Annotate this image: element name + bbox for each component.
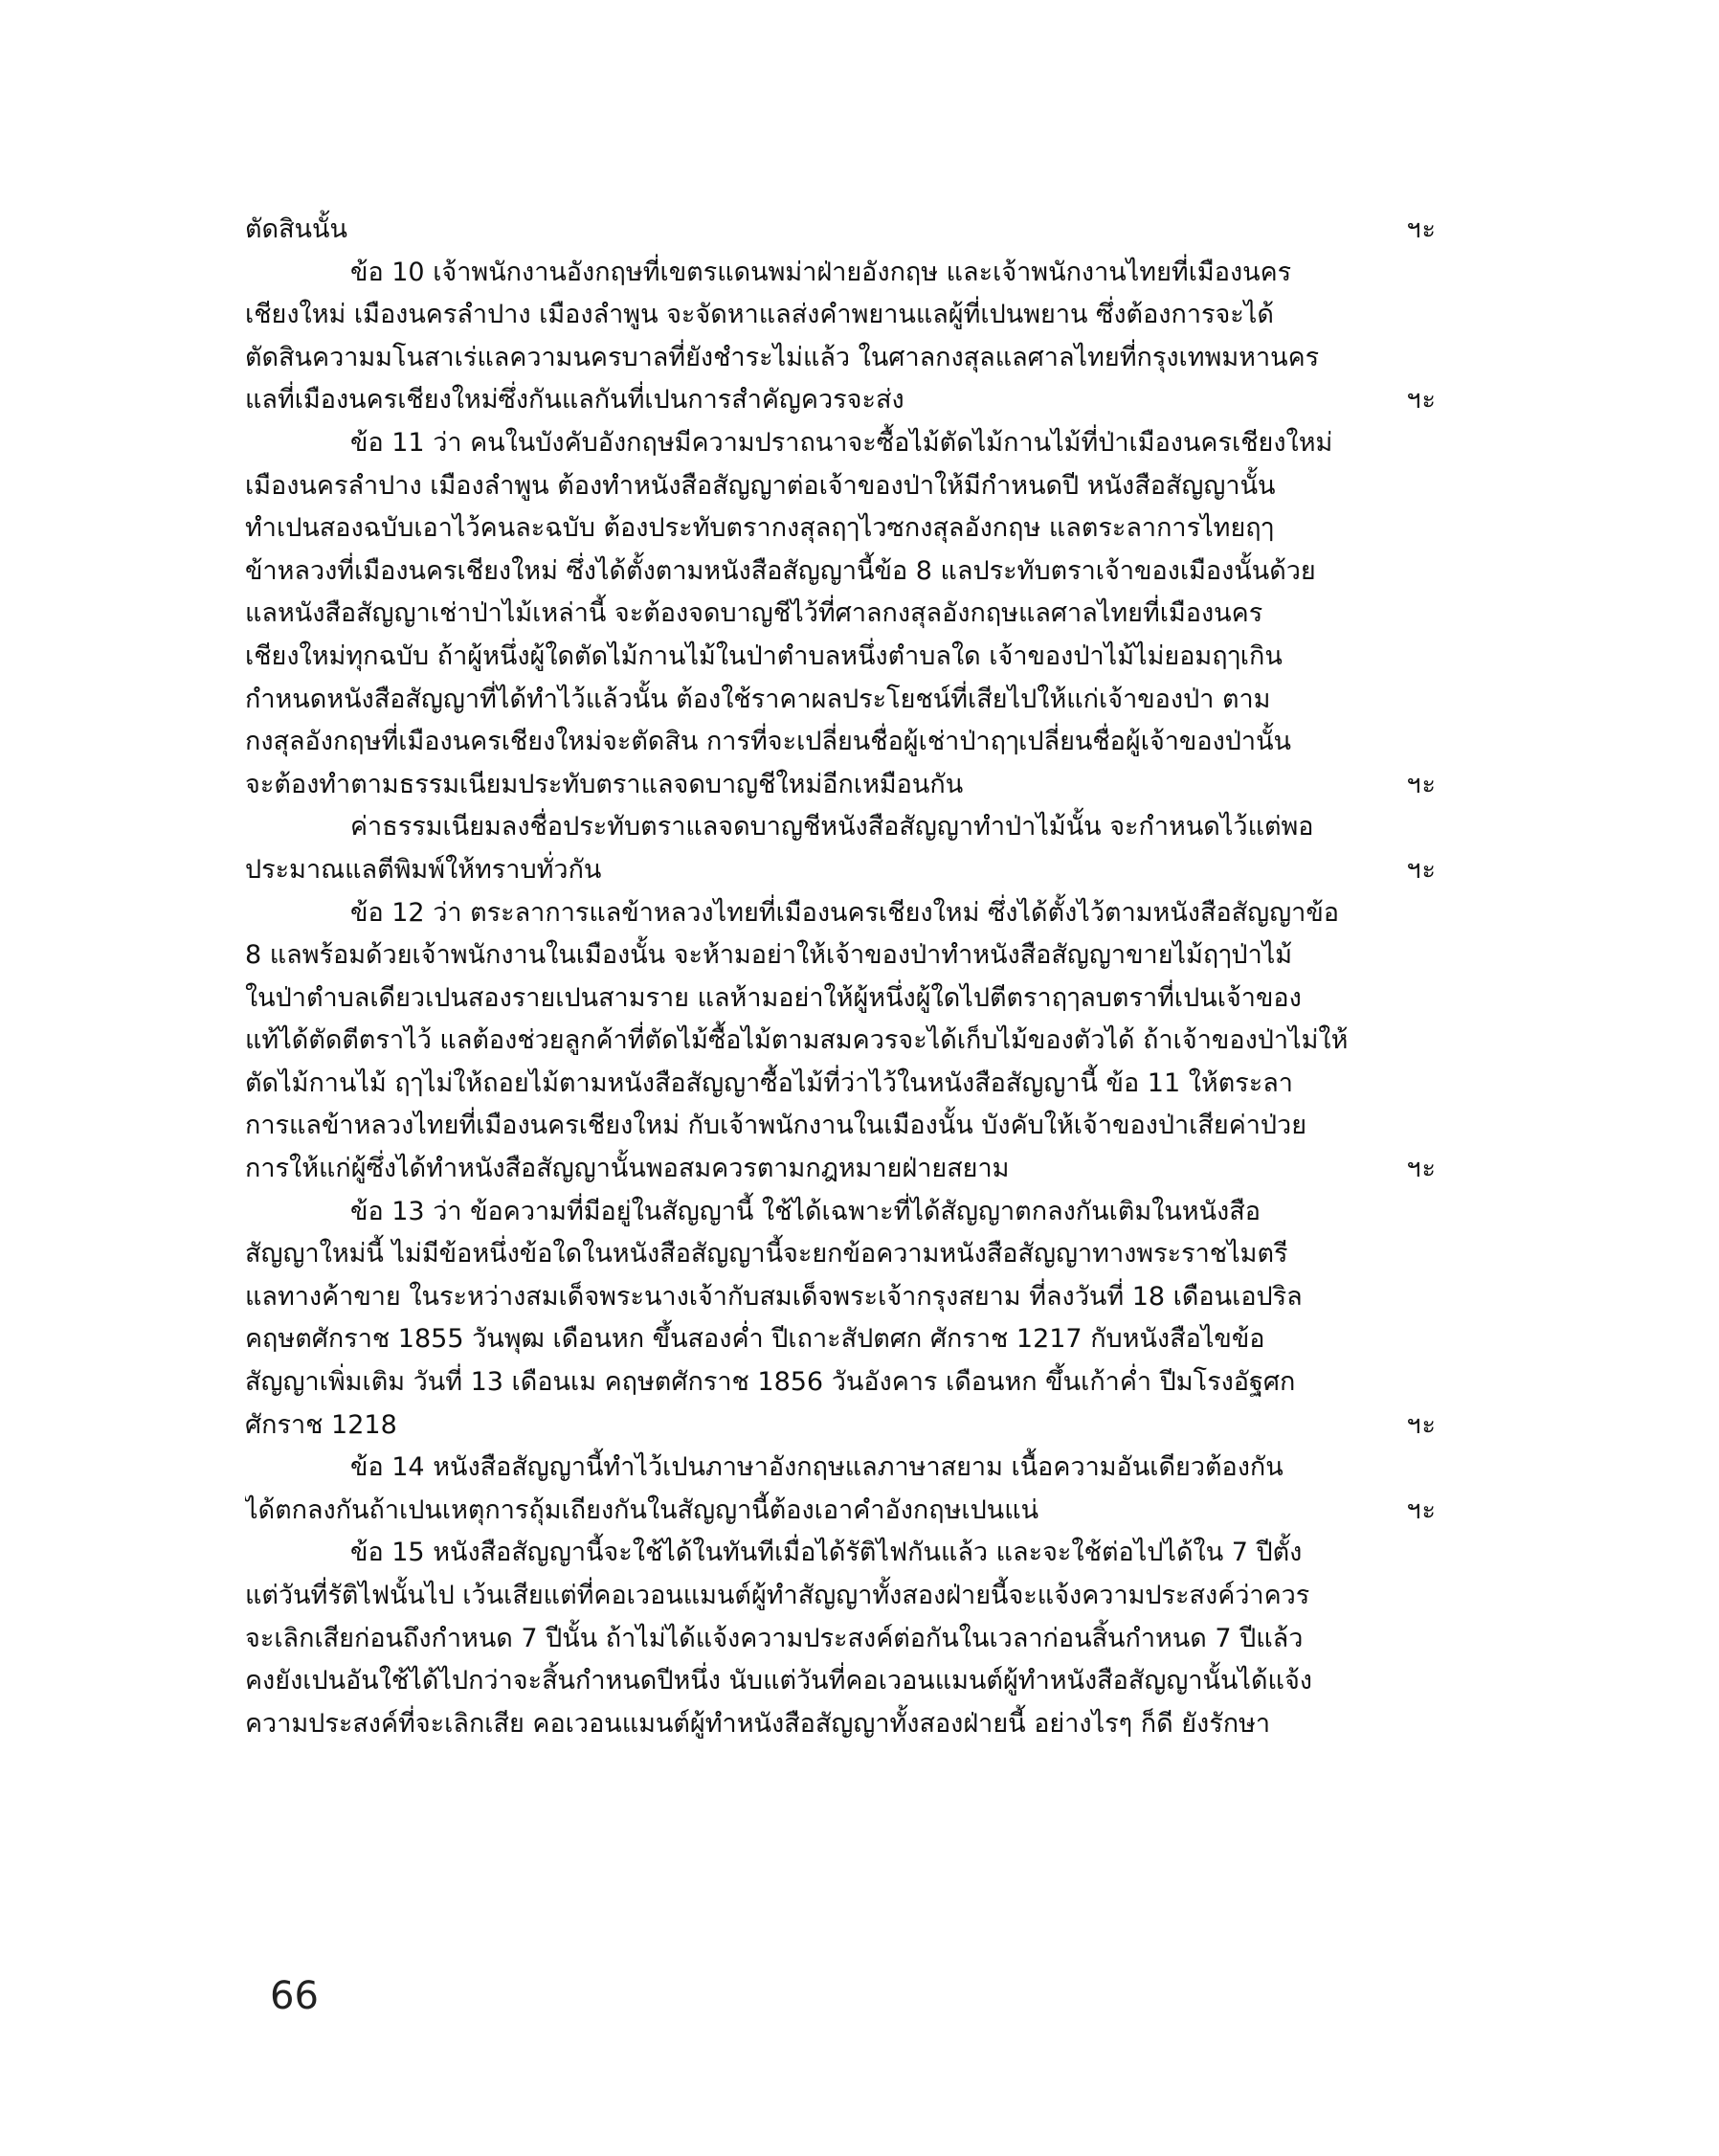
- text-line: [245, 379, 1437, 422]
- line-text: เชียงใหม่ เมืองนครลำปาง เมืองลำพูน จะจัดหาแลส่งคำพยานแลผู้ที่เปนพยาน ซึ่งต้องการจะได้: [245, 300, 1274, 330]
- text-line: [245, 1618, 1437, 1661]
- line-text: ข้อ 15 หนังสือสัญญานี้จะใช้ได้ในทันทีเมื่อได้รัติไฟกันแล้ว และจะใช้ต่อไปได้ใน 7 ปีตั้ง: [350, 1538, 1303, 1568]
- text-line: [245, 636, 1437, 679]
- text-line: [245, 1063, 1437, 1106]
- line-text: ข้อ 13 ว่า ข้อความที่มีอยู่ในสัญญานี้ ใช้ได้เฉพาะที่ได้สัญญาตกลงกันเติมในหนังสือ: [350, 1196, 1261, 1226]
- text-line: [245, 1703, 1437, 1746]
- text-line: [245, 593, 1437, 636]
- text-line: [245, 1191, 1437, 1234]
- line-text: สัญญาใหม่นี้ ไม่มีข้อหนึ่งข้อใดในหนังสือสัญญานี้จะยกข้อความหนังสือสัญญาทางพระราชไมตรี: [245, 1239, 1288, 1269]
- text-line: [245, 764, 1437, 807]
- text-line: [245, 1660, 1437, 1703]
- text-line: [245, 252, 1437, 295]
- page-number: 66: [270, 1974, 319, 2018]
- paragraph-end-mark: ฯะ: [1406, 1494, 1437, 1525]
- line-text: สัญญาเพิ่มเติม วันที่ 13 เดือนเม คฤษตศักราช 1856 วันอังคาร เดือนหก ขึ้นเก้าค่ำ ปีมโรงอัฐศก: [245, 1367, 1296, 1398]
- line-text: ข้าหลวงที่เมืองนครเชียงใหม่ ซึ่งได้ตั้งตามหนังสือสัญญานี้ข้อ 8 แลประทับตราเจ้าของเมืองนั้นด้วย: [245, 555, 1316, 586]
- line-text: ข้อ 12 ว่า ตระลาการแลข้าหลวงไทยที่เมืองนครเชียงใหม่ ซึ่งได้ตั้งไว้ตามหนังสือสัญญาข้อ: [350, 897, 1340, 928]
- line-text: ประมาณแลตีพิมพ์ให้ทราบทั่วกัน: [245, 854, 602, 885]
- line-text: ข้อ 14 หนังสือสัญญานี้ทำไว้เปนภาษาอังกฤษแลภาษาสยาม เนื้อความอันเดียวต้องกัน: [350, 1452, 1284, 1483]
- line-text: เชียงใหม่ทุกฉบับ ถ้าผู้หนึ่งผู้ใดตัดไม้กานไม้ในป่าตำบลหนึ่งตำบลใด เจ้าของป่าไม้ไม่ยอมฤๅเกิน: [245, 640, 1283, 671]
- text-line: [245, 1318, 1437, 1361]
- line-text: กงสุลอังกฤษที่เมืองนครเชียงใหม่จะตัดสิน การที่จะเปลี่ยนชื่อผู้เช่าป่าฤๅเปลี่ยนชื่อผู้เจ้าของป่านั้น: [245, 727, 1291, 757]
- line-text: ตัดไม้กานไม้ ฤๅไม่ให้ถอยไม้ตามหนังสือสัญญาซื้อไม้ที่ว่าไว้ในหนังสือสัญญานี้ ข้อ 11 ให้ตระลา: [245, 1067, 1293, 1098]
- text-line: [245, 422, 1437, 465]
- paragraph-end-mark: ฯะ: [1406, 1154, 1437, 1184]
- text-line: [245, 294, 1437, 337]
- line-text: แต่วันที่รัติไฟนั้นไป เว้นเสียแต่ที่คอเวอนแมนต์ผู้ทำสัญญาทั้งสองฝ่ายนี้จะแจ้งความประสงค์ว่าควร: [245, 1581, 1310, 1610]
- text-line: [245, 806, 1437, 849]
- line-text: ได้ตกลงกันถ้าเปนเหตุการถุ้มเถียงกันในสัญญานี้ต้องเอาคำอังกฤษเปนแน่: [245, 1494, 1039, 1525]
- text-line: [245, 1575, 1437, 1618]
- line-text: ข้อ 10 เจ้าพนักงานอังกฤษที่เขตรแดนพม่าฝ่ายอังกฤษ และเจ้าพนักงานไทยที่เมืองนคร: [350, 257, 1292, 287]
- line-text: ทำเปนสองฉบับเอาไว้คนละฉบับ ต้องประทับตรากงสุลฤๅไวซกงสุลอังกฤษ แลตระลาการไทยฤๅ: [245, 513, 1274, 544]
- text-line: [245, 1020, 1437, 1063]
- line-text: แลหนังสือสัญญาเช่าป่าไม้เหล่านี้ จะต้องจดบาญชีไว้ที่ศาลกงสุลอังกฤษแลศาลไทยที่เมืองนคร: [245, 598, 1263, 629]
- line-text: คฤษตศักราช 1855 วันพุฒ เดือนหก ขึ้นสองค่ำ ปีเถาะสัปตศก ศักราช 1217 กับหนังสือไขข้อ: [245, 1324, 1265, 1355]
- text-line: [245, 1404, 1437, 1448]
- line-text: การให้แก่ผู้ซึ่งได้ทำหนังสือสัญญานั้นพอสมควรตามกฎหมายฝ่ายสยาม: [245, 1154, 1010, 1184]
- paragraph-end-mark: ฯะ: [1406, 769, 1437, 799]
- text-line: [245, 507, 1437, 550]
- paragraph-end-mark: ฯะ: [1406, 854, 1437, 885]
- text-line: [245, 550, 1437, 594]
- line-text: กำหนดหนังสือสัญญาที่ได้ทำไว้แล้วนั้น ต้องใช้ราคาผลประโยชน์ที่เสียไปให้แก่เจ้าของป่า ตาม: [245, 684, 1271, 714]
- line-text: ค่าธรรมเนียมลงชื่อประทับตราแลจดบาญชีหนังสือสัญญาทำป่าไม้นั้น จะกำหนดไว้แต่พอ: [350, 812, 1314, 842]
- line-text: ข้อ 11 ว่า คนในบังคับอังกฤษมีความปราถนาจะซื้อไม้ตัดไม้กานไม้ที่ป่าเมืองนครเชียงใหม่: [350, 427, 1333, 458]
- line-text: แลทางค้าขาย ในระหว่างสมเด็จพระนางเจ้ากับสมเด็จพระเจ้ากรุงสยาม ที่ลงวันที่ 18 เดือนเอปริล: [245, 1281, 1303, 1312]
- paragraph-end-mark: ฯะ: [1406, 385, 1437, 415]
- line-text: คงยังเปนอันใช้ได้ไปกว่าจะสิ้นกำหนดปีหนึ่ง นับแต่วันที่คอเวอนแมนต์ผู้ทำหนังสือสัญญานั้นได้แจ้ง: [245, 1666, 1312, 1696]
- line-text: แท้ได้ตัดตีตราไว้ แลต้องช่วยลูกค้าที่ตัดไม้ซื้อไม้ตามสมควรจะได้เก็บไม้ของตัวได้ ถ้าเจ้าของป่าไม่ให้: [245, 1025, 1349, 1056]
- text-line: [245, 721, 1437, 764]
- text-line: [245, 849, 1437, 892]
- text-line: [245, 337, 1437, 380]
- line-text: 8 แลพร้อมด้วยเจ้าพนักงานในเมืองนั้น จะห้ามอย่าให้เจ้าของป่าทำหนังสือสัญญาขายไม้ฤๅป่าไม้: [245, 940, 1293, 971]
- line-text: เมืองนครลำปาง เมืองลำพูน ต้องทำหนังสือสัญญาต่อเจ้าของป่าให้มีกำหนดปี หนังสือสัญญานั้น: [245, 470, 1276, 501]
- text-line: [245, 1532, 1437, 1575]
- line-text: ศักราช 1218: [245, 1409, 397, 1440]
- text-line: [245, 1276, 1437, 1319]
- line-text: ตัดสินนั้น: [245, 214, 347, 244]
- text-line: [245, 934, 1437, 977]
- line-text: แลที่เมืองนครเชียงใหม่ซึ่งกันแลกันที่เปนการสำคัญควรจะส่ง: [245, 385, 904, 415]
- text-line: [245, 1490, 1437, 1533]
- text-line: [245, 1233, 1437, 1276]
- line-text: การแลข้าหลวงไทยที่เมืองนครเชียงใหม่ กับเจ้าพนักงานในเมืองนั้น บังคับให้เจ้าของป่าเสียค่าป่วย: [245, 1111, 1307, 1141]
- text-line: [245, 1447, 1437, 1490]
- line-text: ตัดสินความมโนสาเร่แลความนครบาลที่ยังชำระไม่แล้ว ในศาลกงสุลแลศาลไทยที่กรุงเทพมหานคร: [245, 342, 1320, 372]
- text-line: [245, 209, 1437, 252]
- line-text: จะต้องทำตามธรรมเนียมประทับตราแลจดบาญชีใหม่อีกเหมือนกัน: [245, 769, 964, 799]
- text-line: [245, 977, 1437, 1021]
- line-text: จะเลิกเสียก่อนถึงกำหนด 7 ปีนั้น ถ้าไม่ได้แจ้งความประสงค์ต่อกันในเวลาก่อนสิ้นกำหนด 7 ปีแล้ว: [245, 1623, 1304, 1653]
- text-line: [245, 679, 1437, 722]
- line-text: ในป่าตำบลเดียวเปนสองรายเปนสามราย แลห้ามอย่าให้ผู้หนึ่งผู้ใดไปตีตราฤๅลบตราที่เปนเจ้าของ: [245, 982, 1302, 1013]
- text-line: [245, 465, 1437, 508]
- paragraph-end-mark: ฯะ: [1406, 1409, 1437, 1440]
- text-line: [245, 1105, 1437, 1148]
- document-body: [245, 209, 1437, 1745]
- text-line: [245, 892, 1437, 935]
- text-line: [245, 1148, 1437, 1191]
- line-text: ความประสงค์ที่จะเลิกเสีย คอเวอนแมนต์ผู้ทำหนังสือสัญญาทั้งสองฝ่ายนี้ อย่างไรๆ ก็ดี ยังรักษา: [245, 1708, 1271, 1739]
- paragraph-end-mark: ฯะ: [1406, 214, 1437, 244]
- text-line: [245, 1361, 1437, 1404]
